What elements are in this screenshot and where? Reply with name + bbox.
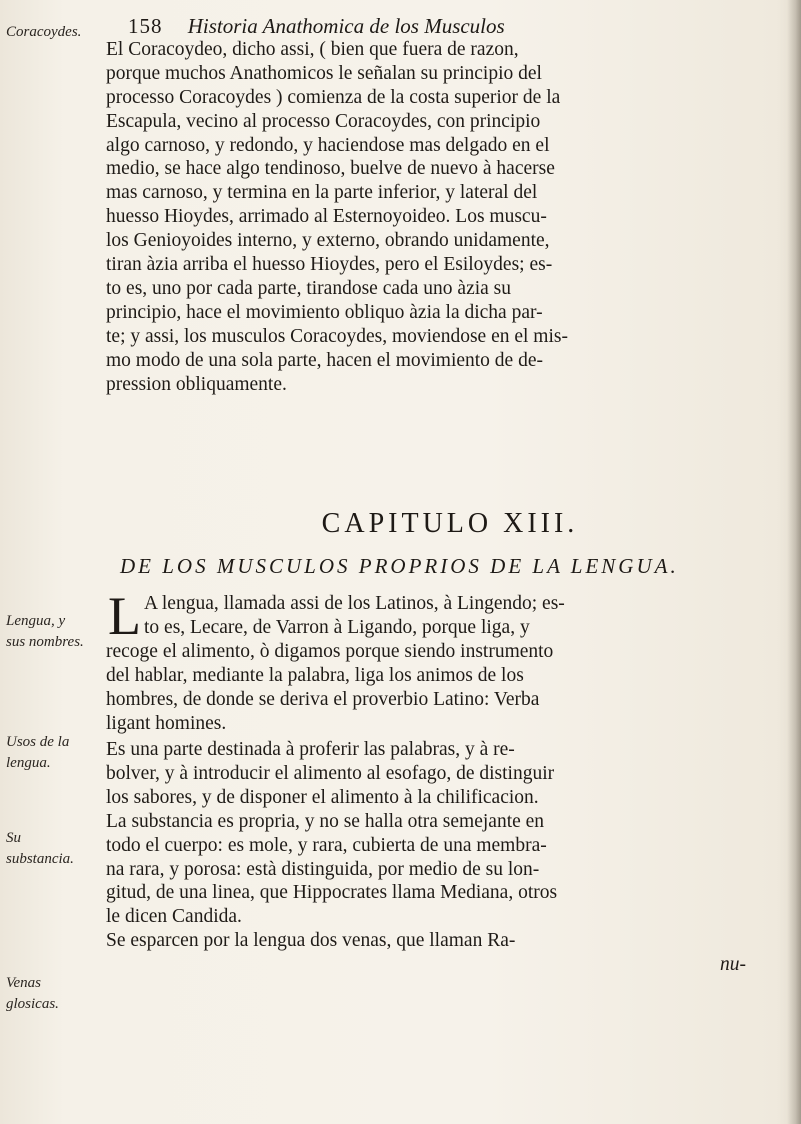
text-line: le dicen Candida.	[106, 906, 242, 928]
text-line: pression obliquamente.	[106, 373, 287, 395]
paragraph-lengua	[106, 586, 770, 735]
margin-note-usos: Usos de la lengua.	[6, 734, 70, 771]
running-title: Historia Anathomica de los Musculos	[187, 14, 505, 38]
text-line: Escapula, vecino al processo Coracoydes, con principio	[106, 110, 541, 132]
text-line: del hablar, mediante la palabra, liga los animos de los	[106, 664, 524, 686]
text-line: porque muchos Anathomicos le señalan su principio del	[106, 62, 542, 84]
text-line: gitud, de una linea, que Hippocrates llama Mediana, otros	[106, 882, 558, 904]
margin-note-coracoydes: Coracoydes.	[6, 24, 82, 40]
text-line: mas carnoso, y termina en la parte inferior, y lateral del	[106, 182, 538, 204]
text-line: principio, hace el movimiento obliquo àzia la dicha par-	[106, 301, 543, 323]
text-line: todo el cuerpo: es mole, y rara, cubierta de una membra-	[106, 834, 547, 856]
drop-cap: L	[108, 586, 141, 646]
text-line: El Coracoydeo, dicho assi, ( bien que fuera de razon,	[106, 38, 519, 60]
page-number: 158	[128, 14, 163, 38]
paragraph-coracoydeo	[106, 14, 770, 397]
text-line: mo modo de una sola parte, hacen el movimiento de de-	[106, 349, 543, 371]
text-line: tiran àzia arriba el huesso Hioydes, pero el Esiloydes; es-	[106, 254, 553, 276]
text-line: ligant homines.	[106, 712, 227, 734]
text-line: La substancia es propria, y no se halla otra semejante en	[106, 810, 545, 832]
text-line: bolver, y à introducir el alimento al esofago, de distinguir	[106, 762, 555, 784]
margin-note-substancia: Su substancia.	[6, 830, 74, 867]
catchword: nu-	[720, 954, 746, 976]
text-line: algo carnoso, y redondo, y haciendose mas delgado en el	[106, 134, 550, 156]
text-line: Es una parte destinada à proferir las palabras, y à re-	[106, 739, 515, 760]
text-line: na rara, y porosa: està distinguida, por medio de su lon-	[106, 858, 540, 880]
text-line: te; y assi, los musculos Coracoydes, moviendose en el mis-	[106, 325, 568, 347]
text-line: to es, uno por cada parte, tirandose cada uno àzia su	[106, 277, 512, 299]
text-line: recoge el alimento, ò digamos porque siendo instrumento	[106, 640, 554, 662]
text-line: los sabores, y de disponer el alimento à la chilificacion.	[106, 786, 539, 808]
text-line: medio, se hace algo tendinoso, buelve de nuevo à hacerse	[106, 158, 555, 180]
text-line: processo Coracoydes ) comienza de la costa superior de la	[106, 86, 561, 108]
text-line: A lengua, llamada assi de los Latinos, à Lingendo; es-	[144, 593, 565, 614]
text-line: los Genioyoides interno, y externo, obrando unidamente,	[106, 230, 550, 252]
text-line: hombres, de donde se deriva el proverbio Latino: Verba	[106, 688, 540, 710]
chapter-heading: CAPITULO XIII.	[321, 508, 579, 539]
margin-note-venas: Venas glosicas.	[6, 975, 59, 1012]
text-line: Se esparcen por la lengua dos venas, que llaman Ra-	[106, 930, 516, 952]
chapter-subtitle: DE LOS MUSCULOS PROPRIOS DE LA LENGUA.	[120, 554, 679, 578]
text-line: to es, Lecare, de Varron à Ligando, porque liga, y	[144, 616, 530, 638]
paragraph-usos-substancia	[106, 738, 770, 977]
margin-note-lengua: Lengua, y sus nombres.	[6, 613, 84, 650]
text-line: huesso Hioydes, arrimado al Esternoyoideo. Los muscu-	[106, 206, 547, 228]
page-edge-shadow	[787, 0, 801, 1124]
